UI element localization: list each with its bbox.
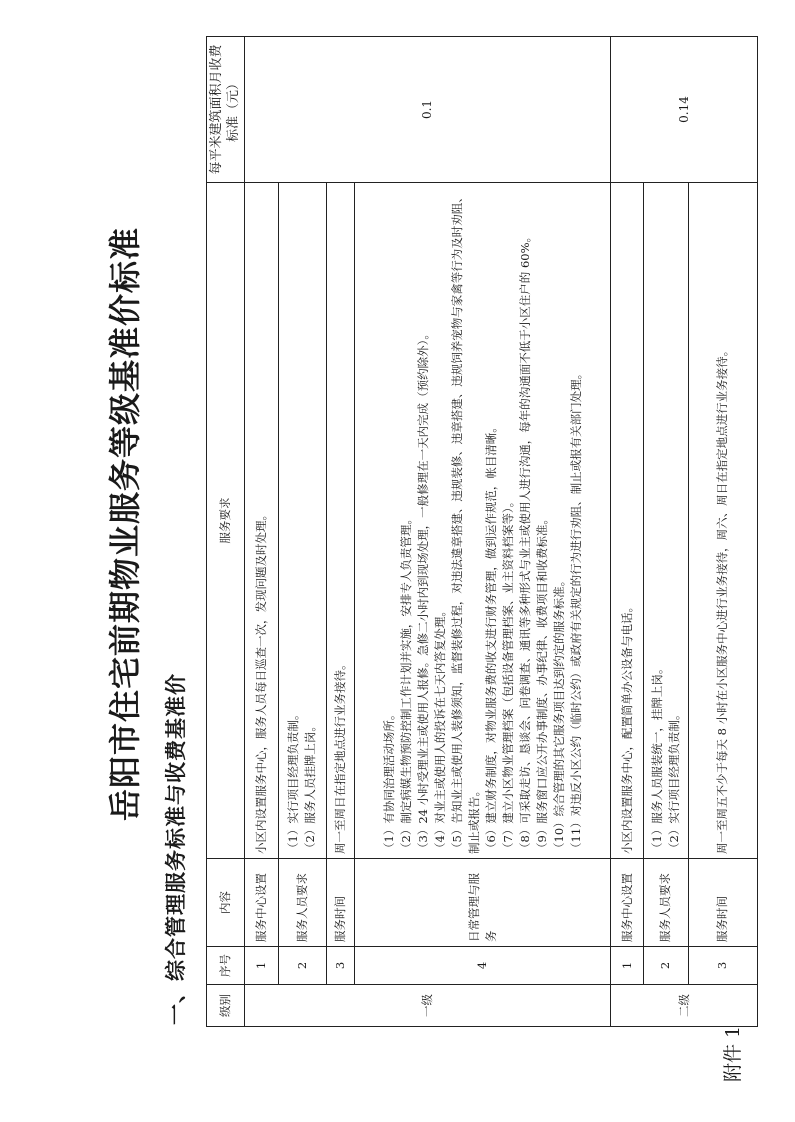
requirement-line: （1）实行项目经理负责制。: [286, 708, 301, 854]
content-cell: 服务人员要求: [279, 859, 326, 947]
requirement-line: （2）服务人员挂牌上岗。: [303, 720, 318, 854]
requirement-line: （4）对业主或使用人的投诉在七天内答复处理。: [432, 605, 447, 854]
service-standard-table: [206, 36, 758, 1027]
table-row: [244, 37, 279, 1027]
content-cell: 服务时间: [688, 859, 757, 947]
requirement-line: （6）建立财务制度，对物业服务费的收支进行财务管理，做到运作规范，帐目清晰。: [483, 421, 498, 854]
price-cell: 0.1: [244, 37, 611, 183]
requirements-cell: [279, 183, 326, 859]
annex-label: 附件 1: [722, 1025, 744, 1082]
table-row: [611, 37, 643, 1027]
requirements-cell: [354, 183, 611, 859]
document-title: 岳阳市住宅前期物业服务等级基准价标准: [106, 227, 144, 822]
content-cell: 服务时间: [326, 859, 354, 947]
requirement-line: （2）实行项目经理负责制。: [666, 708, 681, 854]
requirement-line: 小区内设置服务中心，配置简单办公设备与电话。: [619, 601, 634, 854]
table-row: [279, 37, 326, 1027]
requirement-line: （10）综合管理的其它服务项目达到约定的服务标准。: [551, 574, 566, 854]
header-level: 级别: [207, 985, 245, 1027]
section-heading: 一、综合管理服务标准与收费基准价: [163, 673, 188, 1025]
level-cell: 二级: [611, 985, 758, 1027]
content-cell: 服务中心设置: [244, 859, 279, 947]
requirement-line: （7）建立小区物业管理档案（包括设备管理档案、业主资料档案等）。: [500, 495, 515, 854]
table-row: [354, 37, 611, 1027]
table-header-row: [207, 37, 245, 1027]
requirements-cell: [643, 183, 688, 859]
requirement-line: （2）制定病媒生物预防控制工作计划并实施，安排专人负责管理。: [398, 513, 413, 854]
seq-cell: 1: [244, 947, 279, 985]
header-seq: 序号: [207, 947, 245, 985]
requirement-line: （5）告知业主或使用人装修须知，监督装修过程，对违法違章搭建、违规装修、违章搭建、违规饲养宠物与家禽等行为及时劝阻、制止或报告。: [449, 191, 481, 854]
header-requirements: 服务要求: [207, 183, 245, 859]
requirement-line: （1）有协同治理活动场所。: [381, 708, 396, 854]
content-cell: 日常管理与服务: [354, 859, 611, 947]
content-cell: 服务人员要求: [643, 859, 688, 947]
requirements-cell: [611, 183, 643, 859]
requirement-line: （11）对违反小区公约（临时公约）或政府有关规定的行为进行劝阻、制止或报有关部门处理。: [568, 367, 583, 854]
table-row: [326, 37, 354, 1027]
requirements-cell: [244, 183, 279, 859]
header-content: 内容: [207, 859, 245, 947]
seq-cell: 3: [688, 947, 757, 985]
requirement-line: 周一至周日在指定地点进行业务接待。: [332, 658, 347, 854]
requirements-cell: [326, 183, 354, 859]
requirement-line: （3）24 小时受理业主或使用人报修。急修二小时内到现场处理，一般修理在一天内完成（预约除外）。: [415, 328, 430, 854]
requirement-line: （1）服务人员服装统一，挂牌上岗。: [649, 662, 664, 854]
seq-cell: 3: [326, 947, 354, 985]
seq-cell: 4: [354, 947, 611, 985]
seq-cell: 2: [643, 947, 688, 985]
requirement-line: （8）可采取走访、恳谈会、问卷调查、通讯等多种形式与业主或使用人进行沟通，每年的沟通面不低于小区住户的 60%。: [517, 230, 532, 854]
header-price: 每平米建筑面积月收费标准（元）: [207, 37, 245, 183]
seq-cell: 1: [611, 947, 643, 985]
requirement-line: （9）服务窗口应公开办事制度、办事纪律、收费项目和收费标准。: [534, 513, 549, 854]
table-row: [643, 37, 688, 1027]
requirement-line: 周一至周五不少于每天 8 小时在小区服务中心进行业务接待，周六、周日在指定地点进行业务接待。: [715, 344, 730, 854]
requirement-line: 小区内设置服务中心，服务人员每日巡查一次，发现问题及时处理。: [253, 509, 268, 854]
level-cell: 一级: [244, 985, 611, 1027]
price-cell: 0.14: [611, 37, 758, 183]
requirements-cell: [688, 183, 757, 859]
table-row: [688, 37, 757, 1027]
content-cell: 服务中心设置: [611, 859, 643, 947]
seq-cell: 2: [279, 947, 326, 985]
